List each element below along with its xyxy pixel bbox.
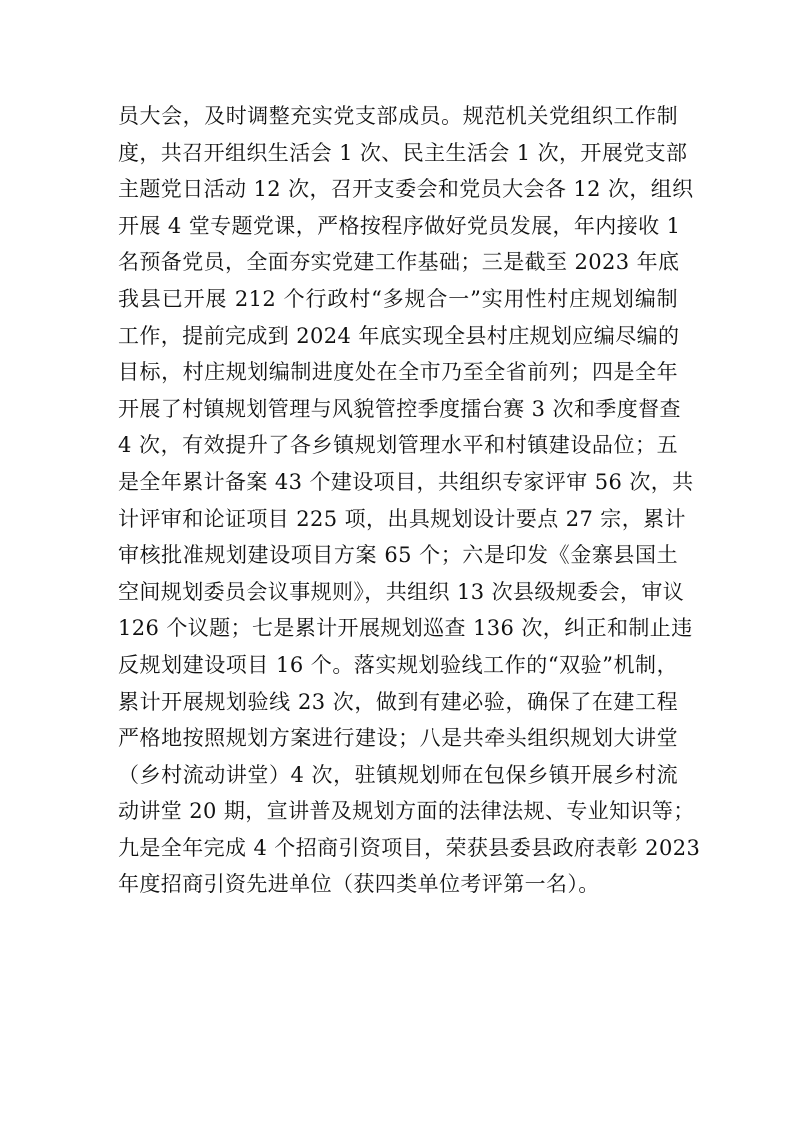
text-line: 严格地按照规划方案进行建设；八是共牵头组织规划大讲堂 — [118, 726, 678, 751]
text-line: 126 个议题；七是累计开展规划巡查 136 次，纠正和制止违 — [118, 616, 693, 641]
text-line: 是全年累计备案 43 个建设项目，共组织专家评审 56 次，共 — [118, 469, 694, 494]
text-line: 我县已开展 212 个行政村“多规合一”实用性村庄规划编制 — [118, 286, 678, 311]
text-line: 工作，提前完成到 2024 年底实现全县村庄规划应编尽编的 — [118, 323, 680, 348]
text-line: 员大会，及时调整充实党支部成员。规范机关党组织工作制 — [118, 104, 678, 128]
text-line: 计评审和论证项目 225 项，出具规划设计要点 27 宗，累计 — [118, 506, 686, 531]
text-line: 九是全年完成 4 个招商引资项目，荣获县委县政府表彰 2023 — [118, 835, 701, 860]
text-line: 4 次，有效提升了各乡镇规划管理水平和村镇建设品位；五 — [118, 433, 678, 458]
text-line: 审核批准规划建设项目方案 65 个；六是印发《金寨县国土 — [118, 543, 678, 568]
text-line: 开展 4 堂专题党课，严格按程序做好党员发展，年内接收 1 — [118, 213, 681, 238]
text-line-last: 年度招商引资先进单位（获四类单位考评第一名）。 — [118, 872, 600, 897]
text-line: 开展了村镇规划管理与风貌管控季度擂台赛 3 次和季度督查 — [118, 396, 681, 421]
text-line: 目标，村庄规划编制进度处在全市乃至全省前列；四是全年 — [118, 360, 678, 385]
text-line: 反规划建设项目 16 个。落实规划验线工作的“双验”机制， — [118, 652, 678, 677]
text-line: 主题党日活动 12 次，召开支委会和党员大会各 12 次，组织 — [118, 177, 694, 202]
body-text — [118, 98, 701, 903]
text-line: 累计开展规划验线 23 次，做到有建必验，确保了在建工程 — [118, 689, 678, 714]
text-line: （乡村流动讲堂）4 次，驻镇规划师在包保乡镇开展乡村流 — [118, 762, 678, 787]
text-line: 动讲堂 20 期，宣讲普及规划方面的法律法规、专业知识等； — [118, 799, 695, 824]
text-line: 空间规划委员会议事规则》，共组织 13 次县级规委会，审议 — [118, 579, 685, 604]
text-line: 名预备党员，全面夯实党建工作基础；三是截至 2023 年底 — [118, 250, 680, 275]
text-line: 度，共召开组织生活会 1 次、民主生活会 1 次，开展党支部 — [118, 140, 688, 165]
